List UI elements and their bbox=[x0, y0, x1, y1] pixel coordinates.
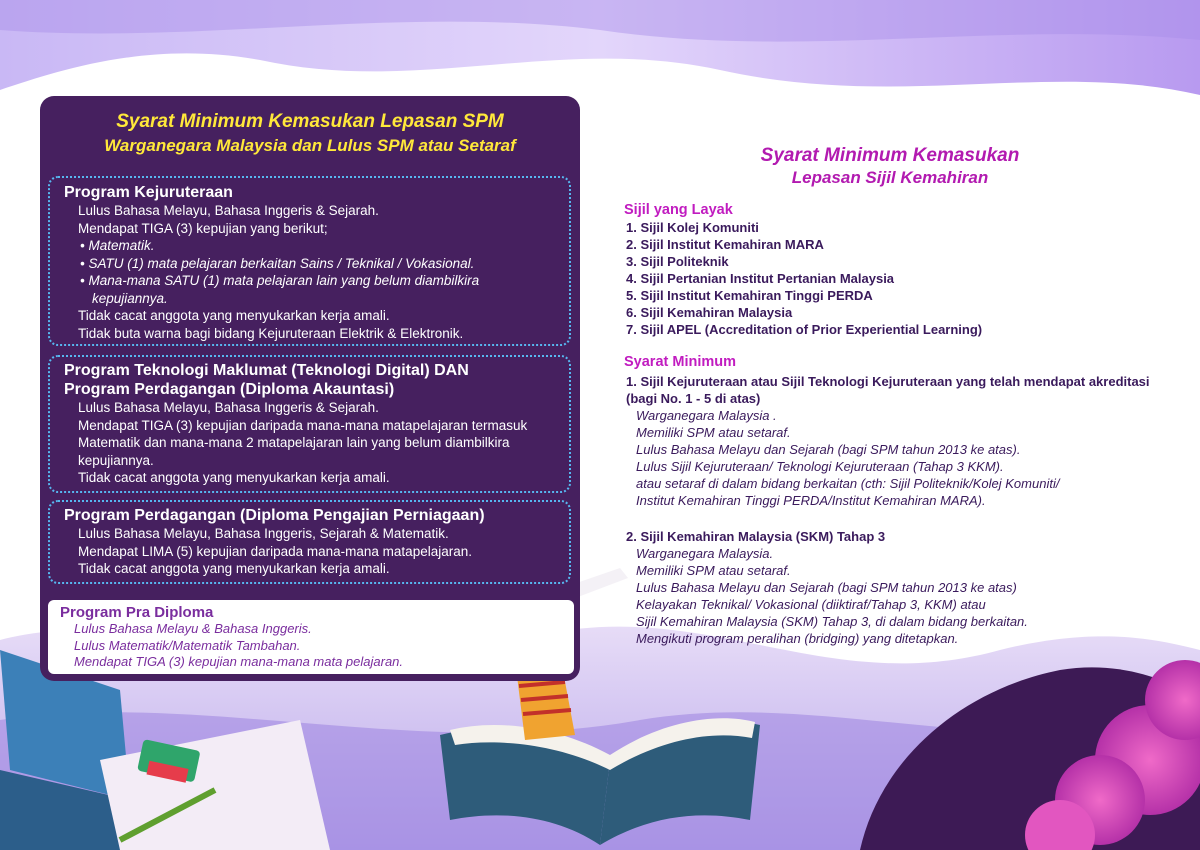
business-req-3: Tidak cacat anggota yang menyukarkan kerja amali. bbox=[78, 561, 390, 576]
requirement-2-line: Sijil Kemahiran Malaysia (SKM) Tahap 3, di dalam bidang berkaitan. bbox=[636, 614, 1028, 629]
min-requirements-heading: Syarat Minimum bbox=[624, 354, 736, 370]
requirement-1-line: Memiliki SPM atau setaraf. bbox=[636, 425, 791, 440]
right-title-line2: Lepasan Sijil Kemahiran bbox=[791, 168, 989, 187]
it-req-3: Tidak cacat anggota yang menyukarkan kerja amali. bbox=[78, 470, 390, 485]
it-accounting-program-box bbox=[48, 355, 571, 493]
engineering-heading: Program Kejuruteraan bbox=[64, 184, 233, 201]
engineering-program-box bbox=[48, 176, 571, 346]
requirement-1-line: atau setaraf di dalam bidang berkaitan (cth: Sijil Politeknik/Kolej Komuniti/ bbox=[636, 476, 1060, 491]
requirement-2-block bbox=[626, 528, 1166, 647]
engineering-bullet-3: • Mana-mana SATU (1) mata pelajaran lain yang belum diambilkira kepujiannya. bbox=[80, 273, 480, 306]
cert-item: 5. Sijil Institut Kemahiran Tinggi PERDA bbox=[626, 288, 873, 303]
requirement-2-line: Lulus Bahasa Melayu dan Sejarah (bagi SPM tahun 2013 ke atas) bbox=[636, 580, 1017, 595]
panel-title-line1: Syarat Minimum Kemasukan Lepasan SPM bbox=[116, 111, 504, 132]
cert-item: 3. Sijil Politeknik bbox=[626, 254, 729, 269]
requirement-2-line: Memiliki SPM atau setaraf. bbox=[636, 563, 791, 578]
pre-diploma-req-2: Lulus Matematik/Matematik Tambahan. bbox=[74, 637, 301, 653]
it-req-1: Lulus Bahasa Melayu, Bahasa Inggeris & Sejarah. bbox=[78, 400, 379, 415]
requirement-2-line: Warganegara Malaysia. bbox=[636, 546, 774, 561]
engineering-req-1: Lulus Bahasa Melayu, Bahasa Inggeris & Sejarah. bbox=[78, 203, 379, 218]
business-req-1: Lulus Bahasa Melayu, Bahasa Inggeris, Sejarah & Matematik. bbox=[78, 526, 449, 541]
it-heading-line2: Program Perdagangan (Diploma Akauntasi) bbox=[64, 381, 395, 398]
engineering-bullet-1: • Matematik. bbox=[80, 238, 155, 253]
certs-heading: Sijil yang Layak bbox=[624, 202, 733, 218]
engineering-req-3: Tidak cacat anggota yang menyukarkan kerja amali. bbox=[78, 308, 390, 323]
requirement-1-line: Warganegara Malaysia . bbox=[636, 408, 777, 423]
pre-diploma-req-1: Lulus Bahasa Melayu & Bahasa Inggeris. bbox=[74, 621, 312, 636]
panel-title bbox=[40, 110, 580, 158]
cert-item: 2. Sijil Institut Kemahiran MARA bbox=[626, 237, 824, 252]
engineering-req-4: Tidak buta warna bagi bidang Kejuruteraan Elektrik & Elektronik. bbox=[78, 325, 464, 341]
engineering-req-2: Mendapat TIGA (3) kepujian yang berikut; bbox=[78, 220, 328, 236]
it-heading-line1: Program Teknologi Maklumat (Teknologi Digital) DAN bbox=[64, 362, 469, 379]
panel-title-line2: Warganegara Malaysia dan Lulus SPM atau Setaraf bbox=[104, 136, 516, 155]
it-req-2: Mendapat TIGA (3) kepujian daripada mana-mana matapelajaran termasuk Matematik dan mana-mana 2 matapelajaran lain yang belum diambilkira kepujiannya. bbox=[78, 417, 528, 468]
business-heading: Program Perdagangan (Diploma Pengajian Perniagaan) bbox=[64, 507, 485, 524]
cert-item: 4. Sijil Pertanian Institut Pertanian Malaysia bbox=[626, 271, 895, 286]
requirement-1-line: Institut Kemahiran Tinggi PERDA/Institut Kemahiran MARA). bbox=[636, 493, 986, 508]
requirement-2-heading: 2. Sijil Kemahiran Malaysia (SKM) Tahap 3 bbox=[626, 529, 886, 544]
cert-item: 7. Sijil APEL (Accreditation of Prior Experiential Learning) bbox=[626, 322, 983, 337]
business-req-2: Mendapat LIMA (5) kepujian daripada mana-mana matapelajaran. bbox=[78, 543, 472, 559]
pre-diploma-req-3: Mendapat TIGA (3) kepujian mana-mana mata pelajaran. bbox=[74, 654, 404, 669]
certs-list bbox=[626, 219, 1126, 338]
requirement-1-heading: 1. Sijil Kejuruteraan atau Sijil Teknologi Kejuruteraan yang telah mendapat akreditasi (bagi No. 1 - 5 di atas) bbox=[626, 374, 1150, 406]
right-title-line1: Syarat Minimum Kemasukan bbox=[760, 145, 1020, 166]
requirement-1-block bbox=[626, 373, 1166, 509]
requirement-1-line: Lulus Sijil Kejuruteraan/ Teknologi Kejuruteraan (Tahap 3 KKM). bbox=[636, 459, 1004, 474]
business-program-box bbox=[48, 500, 571, 584]
cert-item: 1. Sijil Kolej Komuniti bbox=[626, 220, 759, 235]
requirement-2-line: Kelayakan Teknikal/ Vokasional (diiktiraf/Tahap 3, KKM) atau bbox=[636, 597, 986, 612]
pre-diploma-box bbox=[48, 600, 574, 674]
engineering-bullet-2: • SATU (1) mata pelajaran berkaitan Sains / Teknikal / Vokasional. bbox=[80, 255, 475, 271]
pre-diploma-heading: Program Pra Diploma bbox=[60, 604, 214, 621]
spm-requirements-panel bbox=[40, 96, 580, 681]
requirement-1-line: Lulus Bahasa Melayu dan Sejarah (bagi SPM tahun 2013 ke atas). bbox=[636, 442, 1021, 457]
requirement-2-line: Mengikuti program peralihan (bridging) yang ditetapkan. bbox=[636, 631, 959, 646]
cert-item: 6. Sijil Kemahiran Malaysia bbox=[626, 305, 793, 320]
